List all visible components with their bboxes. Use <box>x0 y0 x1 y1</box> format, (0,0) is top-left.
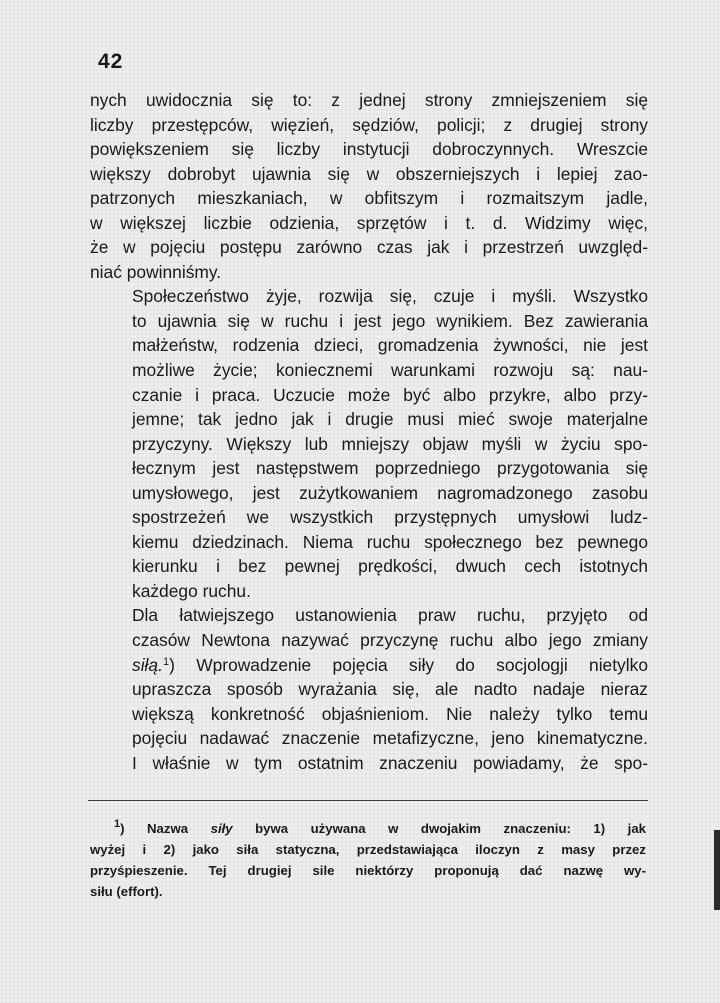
text-line: liczby przestępców, więzień, sędziów, policji; z drugiej strony <box>90 114 648 135</box>
text-line: powiększeniem się liczby instytucji dobroczynnych. Wreszcie <box>90 139 648 160</box>
text-line: patrzonych mieszkaniach, w obfitszym i rozmaitszym jadle, <box>90 188 648 209</box>
footnote-line <box>90 818 646 839</box>
text-line: przyczyny. Większy lub mniejszy objaw myśli w życiu spo- <box>132 433 648 454</box>
footnote <box>90 818 646 902</box>
footnote-line: wyżej i 2) jako siła statyczna, przedstawiająca iloczyn z masy przez <box>90 842 646 857</box>
text-line: to ujawnia się w ruchu i jest jego wynikiem. Bez zawierania <box>132 310 648 331</box>
text-line: Społeczeństwo żyje, rozwija się, czuje i myśli. Wszystko <box>132 286 648 307</box>
text-line: spostrzeżeń we wszystkich przystępnych umysłowi ludz- <box>132 507 648 528</box>
text-line: większy dobrobyt ujawnia się w obszerniejszych i lepiej zao- <box>90 163 648 184</box>
text-line: niać powinniśmy. <box>90 261 222 282</box>
text-line: możliwe życie; koniecznemi warunkami rozwoju są: nau- <box>132 360 648 381</box>
page-number: 42 <box>98 50 124 73</box>
emphasized-term: siły <box>210 821 233 836</box>
footnote-reference: 1 <box>162 655 170 668</box>
text-line: że w pojęciu postępu zarówno czas jak i przestrzeń uwzględ- <box>90 237 648 258</box>
text-line <box>90 653 648 678</box>
footnote-line: przyśpieszenie. Tej drugiej sile niektórzy proponują dać nazwę wy- <box>90 863 646 878</box>
footnote-divider <box>88 800 648 801</box>
text-line: upraszcza sposób wyrażania się, ale nadto nadaje nieraz <box>132 679 648 700</box>
text-line: małżeństw, rodzenia dzieci, gromadzenia żywności, nie jest <box>132 335 648 356</box>
text-line: jemne; tak jedno jak i drugie musi mieć swoje materjalne <box>132 409 648 430</box>
text-line: czanie i praca. Uczucie może być albo przykre, albo przy- <box>132 384 648 405</box>
footnote-line: siłu (effort). <box>90 884 163 899</box>
paragraph-3 <box>90 603 648 775</box>
page-edge-shadow <box>714 830 720 910</box>
body-text <box>90 88 648 775</box>
text-line: umysłowego, jest zużytkowaniem nagromadzonego zasobu <box>132 482 648 503</box>
text-fragment: ) Nazwa <box>120 821 211 836</box>
text-line: większą konkretność objaśnieniom. Nie należy tylko temu <box>132 703 648 724</box>
text-line: kiemu dziedzinach. Niema ruchu społecznego bez pewnego <box>132 531 648 552</box>
footnote-marker: 1 <box>114 818 121 830</box>
text-line: pojęciu nadawać znaczenie metafizyczne, jeno kinematyczne. <box>132 728 648 749</box>
emphasized-term: siłą. <box>132 654 163 675</box>
paragraph-1 <box>90 88 648 284</box>
text-line: nych uwidocznia się to: z jednej strony zmniejszeniem się <box>90 90 648 110</box>
paragraph-2 <box>90 284 648 603</box>
text-fragment: ) Wprowadzenie pojęcia siły do socjologji nietylko <box>169 654 648 675</box>
text-line: kierunku i bez pewnej prędkości, dwuch cech istotnych <box>132 556 648 577</box>
text-line: I właśnie w tym ostatnim znaczeniu powiadamy, że spo- <box>132 752 648 773</box>
text-fragment: bywa używana w dwojakim znaczeniu: 1) jak <box>232 821 647 836</box>
text-line: Dla łatwiejszego ustanowienia praw ruchu, przyjęto od <box>132 605 648 626</box>
text-line: w większej liczbie odzienia, sprzętów i t. d. Widzimy więc, <box>90 212 648 233</box>
text-line: łecznym jest następstwem poprzedniego przygotowania się <box>132 458 648 479</box>
text-line: czasów Newtona nazywać przyczynę ruchu albo jego zmiany <box>132 630 648 651</box>
text-line: każdego ruchu. <box>132 580 251 601</box>
